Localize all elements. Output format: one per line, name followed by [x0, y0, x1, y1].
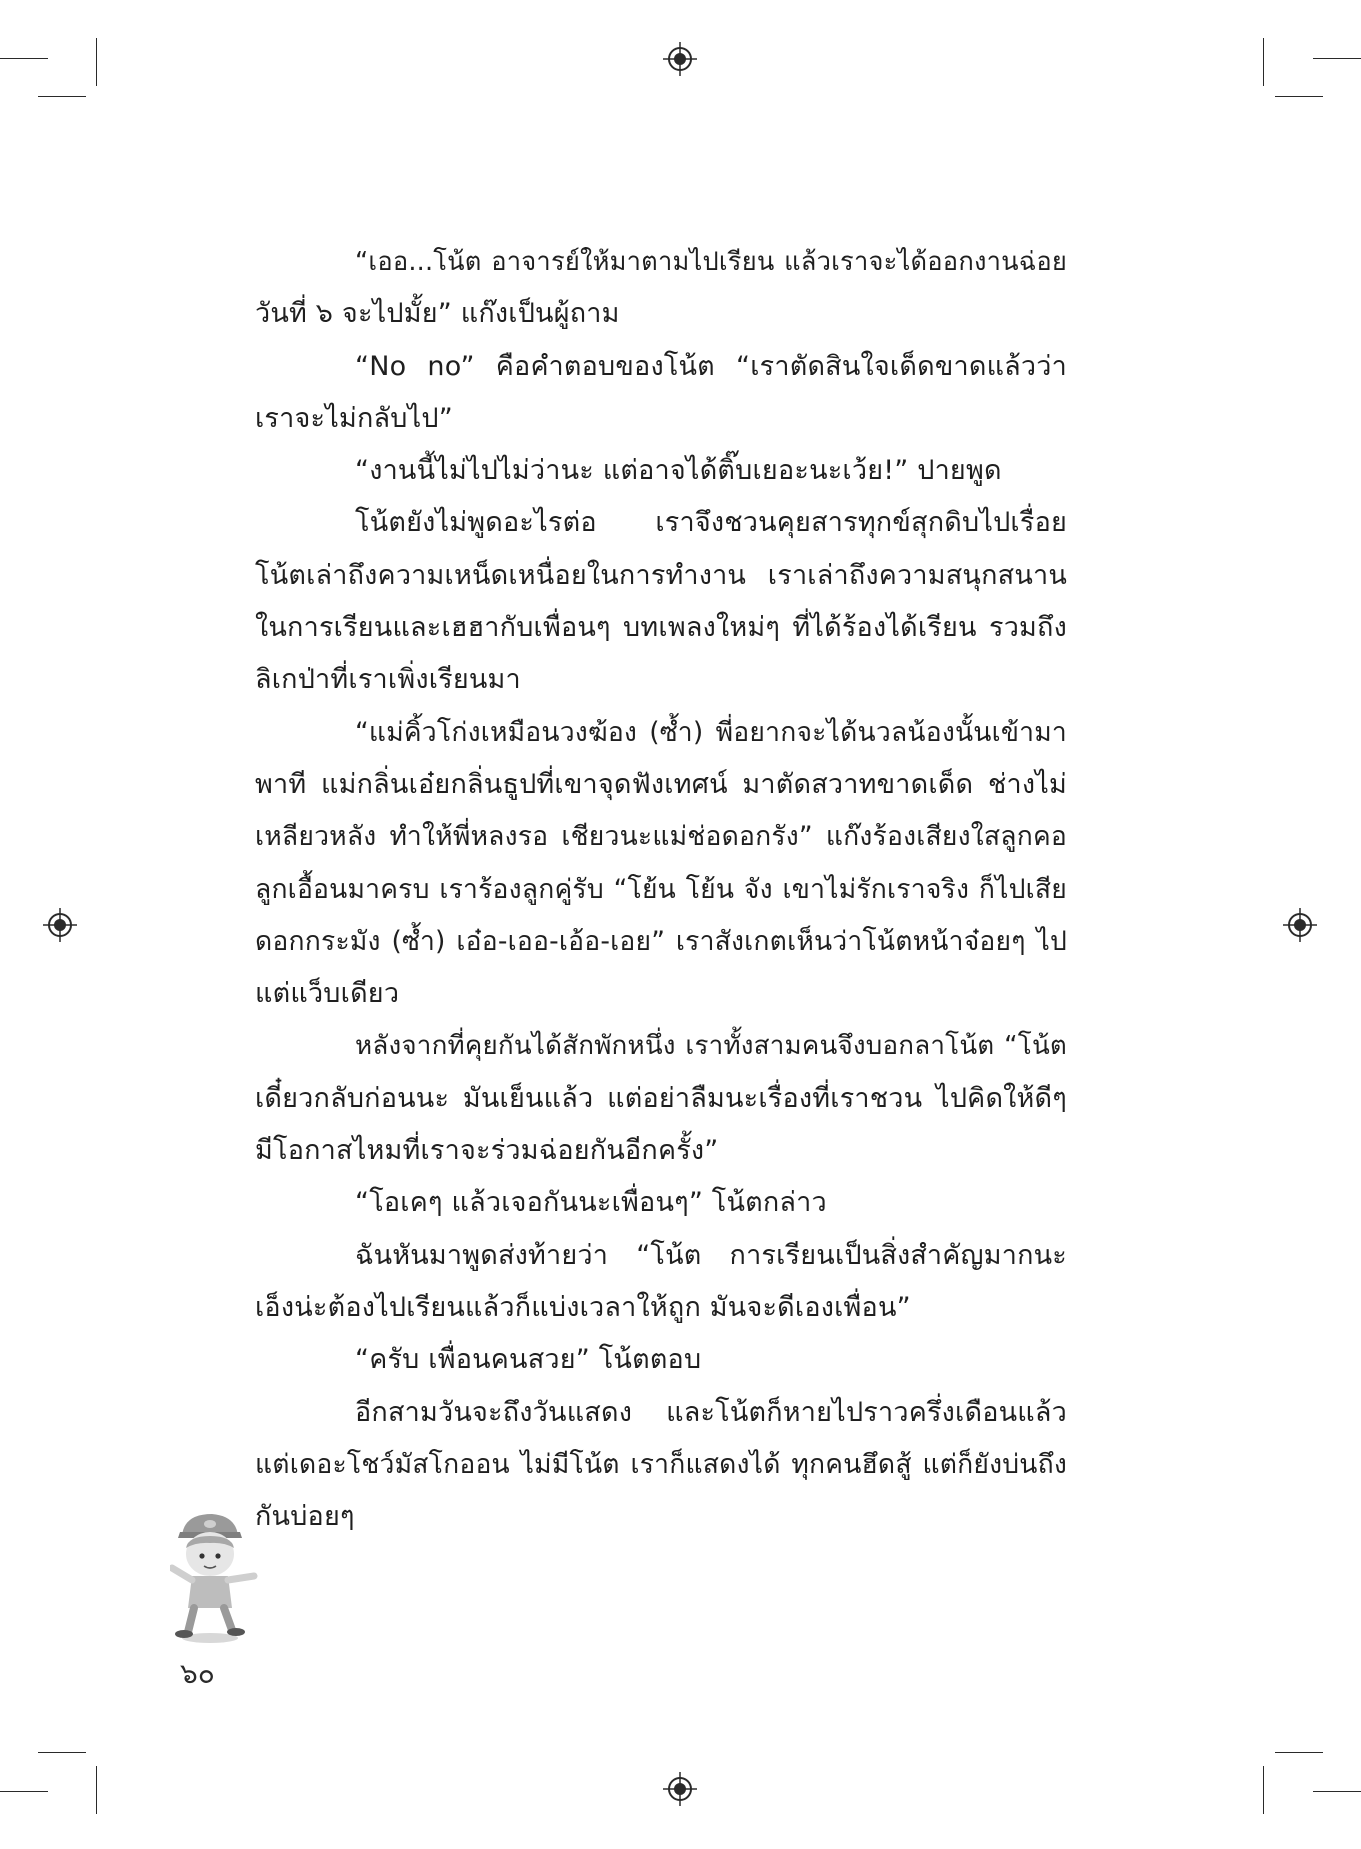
crop-mark-top-left-h2	[38, 96, 86, 97]
registration-mark-top-icon	[663, 42, 697, 76]
text-line: ลิเกป่าที่เราเพิ่งเรียนมา	[255, 664, 521, 696]
crop-mark-bottom-left-h2	[0, 1791, 48, 1792]
body-text	[255, 236, 1067, 1543]
text-line: ฉันหันมาพูดส่งท้ายว่า “โน้ต การเรียนเป็นสิ่งสำคัญมากนะ	[355, 1239, 1067, 1271]
registration-mark-right-icon	[1283, 908, 1317, 942]
crop-mark-bottom-left-v	[96, 1766, 97, 1814]
crop-mark-top-right-h2	[1275, 96, 1323, 97]
text-line: หลังจากที่คุยกันได้สักพักหนึ่ง เราทั้งสามคนจึงบอกลาโน้ต “โน้ต	[355, 1031, 1067, 1062]
crop-mark-top-right-h	[1313, 58, 1361, 59]
boy-mascot-icon	[170, 1510, 260, 1645]
crop-mark-bottom-right-h	[1275, 1752, 1323, 1753]
text-line: กันบ่อยๆ	[255, 1501, 355, 1533]
text-line: เดี๋ยวกลับก่อนนะ มันเย็นแล้ว แต่อย่าลืมนะเรื่องที่เราชวน ไปคิดให้ดีๆ	[255, 1082, 1067, 1114]
text-line: “แม่คิ้วโก่งเหมือนวงฆ้อง (ซ้ำ) พี่อยากจะได้นวลน้องนั้นเข้ามา	[355, 716, 1067, 748]
text-line: เหลียวหลัง ทำให้พี่หลงรอ เชียวนะแม่ช่อดอกรัง” แก๊งร้องเสียงใสลูกคอ	[255, 821, 1067, 853]
text-line: ดอกกระมัง (ซ้ำ) เอ๋อ-เออ-เอ้อ-เอย” เราสังเกตเห็นว่าโน้ตหน้าจ๋อยๆ ไป	[255, 925, 1067, 957]
crop-mark-top-right-v	[1263, 38, 1264, 86]
text-line: ลูกเอื้อนมาครบ เราร้องลูกคู่รับ “โย้น โย้น จัง เขาไม่รักเราจริง ก็ไปเสีย	[255, 873, 1067, 905]
text-line: โน้ตยังไม่พูดอะไรต่อ เราจึงชวนคุยสารทุกข์สุกดิบไปเรื่อย	[355, 507, 1067, 539]
text-line: ในการเรียนและเฮฮากับเพื่อนๆ บทเพลงใหม่ๆ ที่ได้ร้องได้เรียน รวมถึง	[255, 612, 1067, 644]
page-number: ๖๐	[180, 1657, 215, 1690]
text-line: แต่เดอะโชว์มัสโกออน ไม่มีโน้ต เราก็แสดงได้ ทุกคนฮึดสู้ แต่ก็ยังบ่นถึง	[255, 1448, 1067, 1480]
text-line: เราจะไม่กลับไป”	[255, 402, 453, 434]
crop-mark-top-left-v	[96, 38, 97, 86]
text-line: “เออ...โน้ต อาจารย์ให้มาตามไปเรียน แล้วเราจะได้ออกงานฉ่อย	[355, 247, 1067, 277]
text-line: แต่แว็บเดียว	[255, 978, 400, 1010]
text-line: “ครับ เพื่อนคนสวย” โน้ตตอบ	[355, 1344, 702, 1376]
registration-mark-left-icon	[43, 908, 77, 942]
text-line: “No no” คือคำตอบของโน้ต “เราตัดสินใจเด็ดขาดแล้วว่า	[355, 350, 1067, 382]
text-line: พาที แม่กลิ่นเอ๋ยกลิ่นธูปที่เขาจุดฟังเทศน์ มาตัดสวาทขาดเด็ด ช่างไม่	[255, 768, 1067, 800]
crop-mark-bottom-right-h2	[1313, 1791, 1361, 1792]
text-line: “งานนี้ไม่ไปไม่ว่านะ แต่อาจได้ติ๊บเยอะนะเว้ย!” ปายพูด	[355, 455, 1002, 487]
text-line: วันที่ ๖ จะไปมั้ย” แก๊งเป็นผู้ถาม	[255, 298, 620, 330]
text-line: อีกสามวันจะถึงวันแสดง และโน้ตก็หายไปราวครึ่งเดือนแล้ว	[355, 1396, 1067, 1428]
text-line: เอ็งน่ะต้องไปเรียนแล้วก็แบ่งเวลาให้ถูก มันจะดีเองเพื่อน”	[255, 1291, 911, 1323]
crop-mark-bottom-right-v	[1263, 1766, 1264, 1814]
text-line: โน้ตเล่าถึงความเหน็ดเหนื่อยในการทำงาน เราเล่าถึงความสนุกสนาน	[255, 559, 1067, 591]
crop-mark-bottom-left-h	[38, 1752, 86, 1753]
crop-mark-top-left-h	[0, 58, 48, 59]
registration-mark-bottom-icon	[663, 1772, 697, 1806]
text-line: มีโอกาสไหมที่เราจะร่วมฉ่อยกันอีกครั้ง”	[255, 1135, 719, 1167]
text-line: “โอเคๆ แล้วเจอกันนะเพื่อนๆ” โน้ตกล่าว	[355, 1187, 827, 1219]
